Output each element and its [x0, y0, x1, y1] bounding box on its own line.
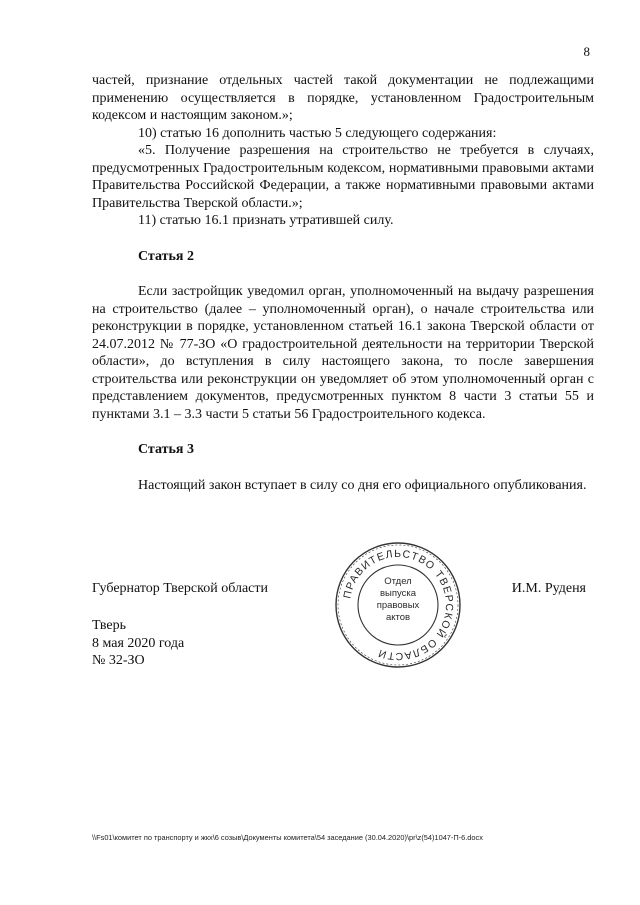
paragraph-continuation: частей, признание отдельных частей такой документации не подлежащими применению осуществляется в порядке, установленном Градостроительным кодексом и настоящим законом.»; [92, 73, 594, 123]
law-date: 8 мая 2020 года [92, 635, 185, 651]
article-2-heading: Статья 2 [138, 248, 194, 264]
signatory-name: И.М. Руденя [511, 581, 586, 596]
article-3-heading: Статья 3 [138, 442, 194, 457]
footer-file-path: \\Fs01\комитет по транспорту и жкх\6 созыв\Документы комитета\54 заседание (30.04.2020)\pr\z(54)1047-П-6.docx [92, 833, 483, 842]
stamp-line: правовых [376, 600, 420, 611]
paragraph-item-10: 10) статью 16 дополнить частью 5 следующего содержания: [138, 125, 497, 141]
stamp-line: Отдел [384, 576, 412, 587]
signatory-title: Губернатор Тверской области [92, 581, 268, 596]
article-2-text: Если застройщик уведомил орган, уполномоченный на выдачу разрешения на строительство (далее – уполномоченный орган), о начале строительства или реконструкции в порядке, установленном статьей 16.1 закона Тверской области от 24.07.2012 № 77-ЗО «О градостроительной деятельности на территории Тверской области», до вступления в силу настоящего закона, то после завершения строительства или реконструкции он уведомляет об этом уполномоченный орган с представлением документов, предусмотренных пунктом 8 части 3 статьи 55 и пунктами 3.1 – 3.3 части 5 статьи 56 Градостроительного кодекса. [92, 284, 594, 422]
stamp-line: выпуска [379, 588, 417, 599]
stamp-ring-text: ПРАВИТЕЛЬСТВО ТВЕРСКОЙ ОБЛАСТИ [341, 547, 456, 663]
paragraph-item-11: 11) статью 16.1 признать утратившей силу. [138, 213, 394, 228]
place-date-block [92, 617, 184, 670]
article-3-text: Настоящий закон вступает в силу со дня его официального опубликования. [138, 477, 587, 493]
official-stamp [333, 540, 463, 670]
paragraph-quote-part5: «5. Получение разрешения на строительство не требуется в случаях, предусмотренных Градостроительным кодексом, нормативными правовыми актами Правительства Российской Федерации, а также нормативными правовыми актами Правительства Тверской области.»; [92, 143, 594, 211]
city: Тверь [92, 618, 126, 633]
stamp-center-text [333, 576, 463, 624]
law-number: № 32-ЗО [92, 653, 145, 668]
page-number: 8 [583, 44, 590, 59]
document-body [92, 72, 594, 494]
stamp-line: актов [385, 612, 411, 623]
